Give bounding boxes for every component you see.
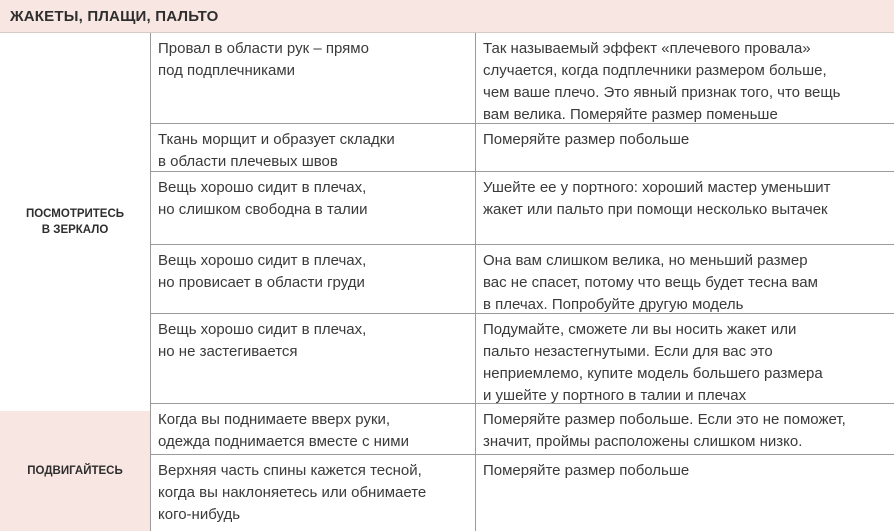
problem-cell: Вещь хорошо сидит в плечах, но слишком свободна в талии <box>151 172 475 245</box>
advice-cell: Ушейте ее у портного: хороший мастер уменьшит жакет или пальто при помощи несколько вытачек <box>475 172 894 245</box>
problem-cell: Верхняя часть спины кажется тесной, когда вы наклоняетесь или обнимаете кого-нибудь <box>158 462 427 523</box>
problem-cell: Провал в области рук – прямо под подплечниками <box>151 33 475 124</box>
section-header <box>0 0 894 33</box>
group-label-move <box>0 411 150 531</box>
advice-cell: Померяйте размер побольше. Если это не поможет, значит, проймы расположены слишком низко. <box>475 404 894 455</box>
problem-cell: Вещь хорошо сидит в плечах, но провисает в области груди <box>151 245 475 314</box>
advice-cell: Померяйте размер побольше <box>475 124 894 172</box>
advice-cell: Подумайте, сможете ли вы носить жакет или пальто незастегнутыми. Если для вас это неприемлемо, купите модель большего размера и ушейте у портного в талии и плечах <box>475 314 894 404</box>
advice-cell: Померяйте размер побольше <box>475 455 894 531</box>
advice-cell: Так называемый эффект «плечевого провала» случается, когда подплечники размером больше, чем ваше плечо. Это явный признак того, что вещь вам велика. Померяйте размер поменьше <box>475 33 894 124</box>
problem-cell: Вещь хорошо сидит в плечах, но не застегивается <box>151 314 475 404</box>
advice-cell: Она вам слишком велика, но меньший размер вас не спасет, потому что вещь будет тесна вам в плечах. Попробуйте другую модель <box>475 245 894 314</box>
group-move-text: ПОДВИГАЙТЕСЬ <box>27 465 123 477</box>
fit-table <box>150 33 894 531</box>
problem-cell: Ткань морщит и образует складки в области плечевых швов <box>151 124 475 172</box>
section-title: ЖАКЕТЫ, ПЛАЩИ, ПАЛЬТО <box>10 8 219 25</box>
group-mirror-text: ПОСМОТРИТЕСЬ В ЗЕРКАЛО <box>25 208 125 236</box>
group-label-mirror <box>0 33 150 411</box>
problem-cell: Когда вы поднимаете вверх руки, одежда поднимается вместе с ними <box>151 404 475 455</box>
